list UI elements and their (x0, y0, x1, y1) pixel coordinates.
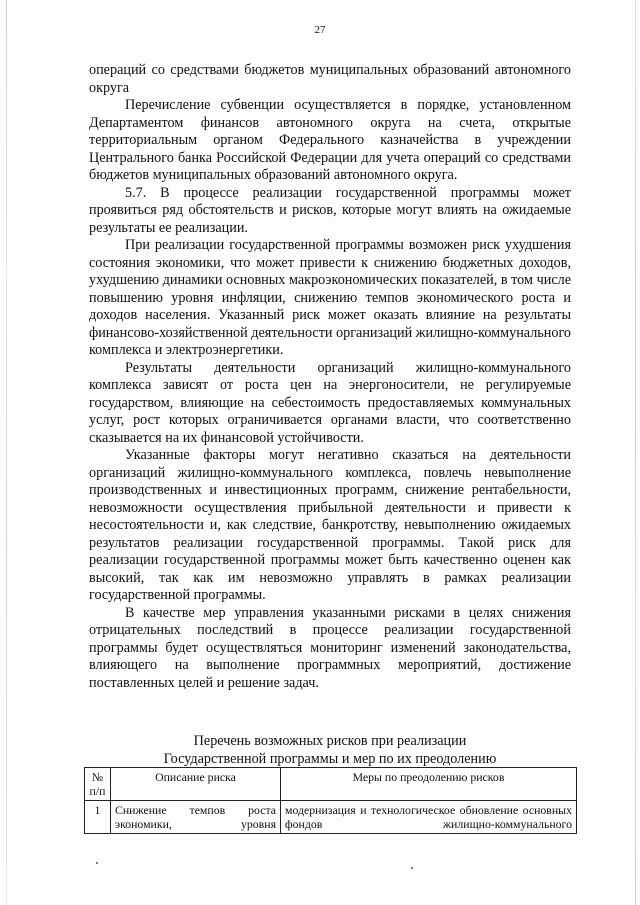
header-measures: Меры по преодолению рисков (281, 768, 577, 801)
scan-edge-right (635, 0, 636, 905)
paragraph-4: При реализации государственной программы возможен риск ухудшения состояния экономики, что может привести к снижению бюджетных доходов, ухудшению динамики основных макроэкономических показателей, в том числе повышению уровня инфляции, снижению темпов экономического роста и доходов населения. Указанный риск может оказать влияние на результаты финансово-хозяйственной деятельности организаций жилищно-коммунального комплекса и электроэнергетики. (89, 237, 572, 358)
table-header-row (85, 768, 577, 801)
table-row (85, 801, 577, 834)
paragraph-5: Результаты деятельности организаций жилищно-коммунального комплекса зависят от роста цен на энергоносители, не регулируемые государством, влияющие на себестоимость предоставляемых коммунальных услуг, рост которых ограничивается органами власти, что соответственно сказывается на их финансовой устойчивости. (89, 359, 571, 446)
table-caption (89, 733, 571, 768)
scan-speck (411, 867, 413, 869)
row-num: 1 (85, 801, 111, 834)
paragraph-1: операций со средствами бюджетов муниципальных образований автономного округа (89, 62, 571, 96)
paragraph-2: Перечисление субвенции осуществляется в порядке, установленном Департаментом финансов автономного округа на счета, открытые территориальным органом Федерального казначейства в учреждении Центрального банка Российской Федерации для учета операций со средствами бюджетов муниципальных образований автономного округа. (89, 97, 571, 183)
table-caption-line-2: Государственной программы и мер по их преодолению (163, 750, 497, 767)
risks-table (84, 767, 577, 834)
row-description: Снижение темпов роста экономики, уровня (111, 801, 281, 834)
paragraph-7: В качестве мер управления указанными рисками в целях снижения отрицательных последствий в процессе реализации государственной программы будет осуществляться мониторинг изменений законодательства, влияющего на выполнение программных мероприятий, достижение поставленных целей и решение задач. (89, 604, 571, 691)
paragraph-3: 5.7. В процессе реализации государственной программы может проявиться ряд обстоятельств и рисков, которые могут влиять на ожидаемые результаты ее реализации. (89, 184, 571, 236)
header-num: № п/п (85, 768, 111, 801)
scan-edge-left (6, 0, 7, 905)
body-text (89, 62, 571, 692)
row-measures: модернизация и технологическое обновление основных фондов жилищно-коммунального (281, 801, 577, 834)
scan-speck (96, 862, 98, 864)
paragraph-6: Указанные факторы могут негативно сказаться на деятельности организаций жилищно-коммунального комплекса, повлечь невыполнение производственных и инвестиционных программ, снижение рентабельности, невозможности осуществления прибыльной деятельности и привести к несостоятельности и, как следствие, банкротству, невыполнению ожидаемых результатов реализации государственной программы. Такой риск для реализации государственной программы может быть качественно оценен как высокий, так как им невозможно управлять в рамках реализации государственной программы. (89, 447, 571, 603)
table-caption-line-1: Перечень возможных рисков при реализации (193, 733, 467, 749)
header-description: Описание риска (111, 768, 281, 801)
page-number: 27 (314, 24, 326, 36)
